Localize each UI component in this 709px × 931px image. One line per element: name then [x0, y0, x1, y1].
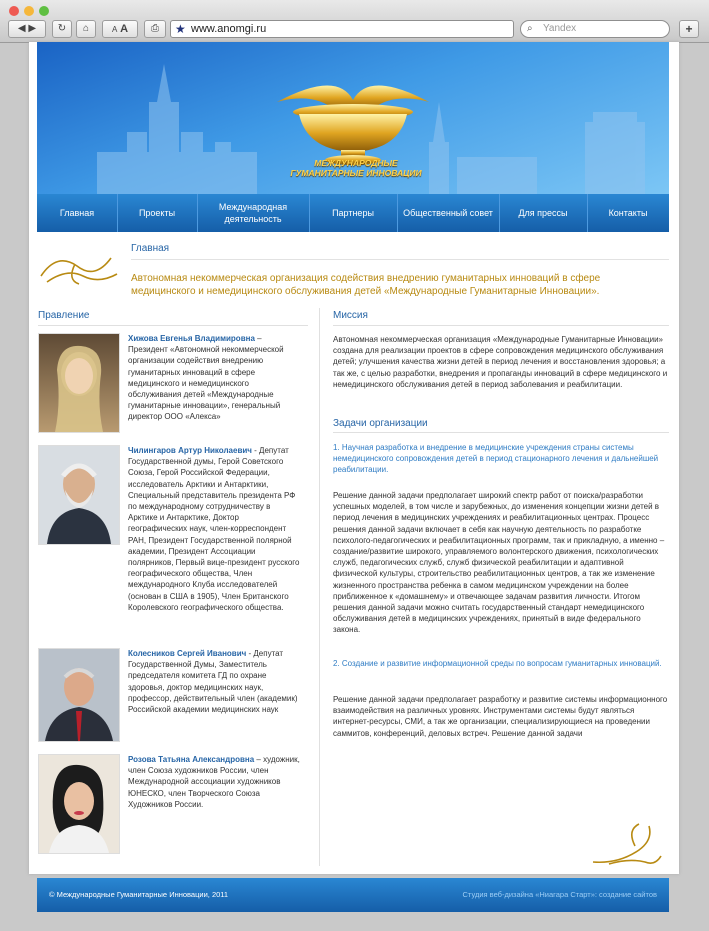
avatar — [38, 333, 120, 433]
column-divider — [319, 308, 320, 866]
close-window-button[interactable] — [9, 6, 19, 16]
nav-item-international[interactable]: Международная деятельность — [197, 194, 310, 232]
board-member-description: художник, член Союза художников России, член Международной ассоциации художников ЮНЕСКО, член Творческого Союза Художников России. — [128, 755, 300, 809]
mission-heading-divider — [333, 325, 669, 326]
address-bar-url[interactable]: www.anomgi.ru — [191, 23, 267, 35]
page-title: Главная — [131, 243, 170, 254]
intro-text: Автономная некоммерческая организация содействия внедрению гуманитарных инноваций в сфере медицинского и немедицинского обслуживания детей «Международные Гуманитарные Инновации». — [131, 273, 601, 297]
avatar — [38, 648, 120, 742]
text-larger-button[interactable]: A — [120, 23, 129, 35]
back-forward-buttons[interactable] — [8, 20, 46, 38]
board-member-name[interactable]: Розова Татьяна Александровна — [128, 755, 255, 764]
task-description: Решение данной задачи предполагает разработку и развитие системы информационного взаимодействия на различных уровнях. Инструментами системы будут являться интернет-ресурсы, СМИ, а так же организации, специализирующиеся на проведении саммитов, конференций, деловых встреч. Решение данной задачи — [333, 695, 668, 738]
forward-arrow-icon[interactable]: ▶ — [28, 23, 37, 34]
nav-item-partners[interactable]: Партнеры — [309, 194, 398, 232]
footer-copyright: © Международные Гуманитарные Инновации, 2011 — [49, 890, 229, 899]
header-banner — [37, 42, 669, 194]
search-icon: ⌕ — [527, 23, 533, 34]
zoom-window-button[interactable] — [39, 6, 49, 16]
board-member-description: Депутат Государственной Думы, Заместитель председателя комитета ГД по охране здоровья, доктор медицинских наук, профессор, действительный член (академик) Российской академии медицинских наук — [128, 649, 298, 715]
tasks-heading-divider — [333, 432, 669, 433]
search-field[interactable] — [520, 20, 670, 38]
nav-item-projects[interactable]: Проекты — [117, 194, 198, 232]
footer-studio-link[interactable]: Студия веб-дизайна «Ниагара Старт»: создание сайтов — [462, 890, 657, 899]
avatar — [38, 445, 120, 545]
board-heading-divider — [38, 325, 308, 326]
board-member-bio: Колесников Сергей Иванович - Депутат Государственной Думы, Заместитель председателя комитета ГД по охране здоровья, доктор медицинских наук, профессор, действительный член (академик) Российской академии медицинских наук — [128, 649, 298, 715]
board-member-name[interactable]: Хижова Евгенья Владимировна — [128, 334, 255, 343]
home-icon: ⌂ — [82, 23, 90, 34]
nav-item-public-council[interactable]: Общественный совет — [397, 194, 500, 232]
mission-text: Автономная некоммерческая организация «Международные Гуманитарные Инновации» создана для реализации проектов в сфере сопровождения медицинского обслуживания детей; улучшения качества жизни детей в период лечения и восстановления здоровья; а так же, с целью разработки, внедрения и пропаганды инноваций в сфере медицинского и немедицинского обслуживания детей в период заболевания и реабилитации. — [333, 335, 668, 389]
logo-text: МЕЖДУНАРОДНЫЕ ГУМАНИТАРНЫЕ ИННОВАЦИИ — [290, 158, 422, 178]
nav-item-press[interactable]: Для прессы — [499, 194, 588, 232]
nav-item-contacts[interactable]: Контакты — [608, 208, 648, 218]
print-button[interactable] — [144, 20, 166, 38]
bookmark-star-icon[interactable]: ★ — [175, 22, 186, 36]
avatar — [38, 754, 120, 854]
title-divider — [131, 259, 669, 260]
board-member-name[interactable]: Колесников Сергей Иванович — [128, 649, 247, 658]
reload-icon: ↻ — [57, 23, 67, 34]
nav-item-home[interactable]: Главная — [37, 194, 118, 232]
reload-button[interactable] — [52, 20, 72, 38]
task-description: Решение данной задачи предполагает широкий спектр работ от поиска/разработки успешных моделей, в том числе и зарубежных, до изменения концепции жизни детей в период лечения в медицинских учреждениях и реабилитационных центрах. Процесс решения данной задачи включает в себя как научную деятельность по разработке психолого-педагогических и реабилитационных программ, так и прикладную, а именно – создание/развитие широкого, управляемого волонтерского движения, психологических служб, педагогических служб, служб физической реабилитации и адаптивной физической культуры, строительство реабилитационных центров, а так же изменение жизненного пространства ребенка в самом медицинском учреждении на более приближенное к «домашнему» и отвечающее задачам развития личности. Итогом решения данной задачи можно считать государственный стандарт немедицинского обслуживания детей в медицинских учреждениях, принятый в виде федерального закона. — [333, 491, 665, 635]
board-heading: Правление — [38, 310, 90, 321]
new-tab-button[interactable]: + — [679, 20, 699, 38]
printer-icon: ⎙ — [151, 23, 159, 34]
address-bar[interactable] — [170, 20, 514, 38]
board-member-name[interactable]: Чилингаров Артур Николаевич — [128, 446, 252, 455]
board-member-bio: Чилингаров Артур Николаевич - Депутат Государственной думы, Герой Советского Союза, Герой Российской Федерации, исследователь Арктики и Антарктики, Специальный представитель президента РФ по международному сотрудничеству в Арктике и Антарктике, Доктор географических наук, член-корреспондент РАН, Президент Государственной полярной академии, Президент Ассоциации полярников, Первый вице-президент русского географического общества, Член международного Клуба исследователей (основан в США в 1905), Член Британского Королевского географического общества. — [128, 446, 300, 612]
golden-bowl-logo-icon — [277, 85, 429, 165]
mission-heading: Миссия — [333, 310, 368, 321]
board-member-bio: Розова Татьяна Александровна – художник, член Союза художников России, член Международной ассоциации художников ЮНЕСКО, член Творческого Союза Художников России. — [128, 755, 300, 809]
home-button[interactable] — [76, 20, 96, 38]
back-arrow-icon[interactable]: ◀ — [17, 23, 26, 34]
page-container — [29, 42, 679, 874]
main-navigation — [37, 194, 669, 232]
text-smaller-button[interactable]: A — [111, 25, 118, 34]
text-size-buttons[interactable] — [102, 20, 138, 38]
board-member-bio: Хижова Евгенья Владимировна – Президент «Автономной некоммерческой организации содействия внедрению гуманитарных инноваций в сфере медицинского и немедицинского обслуживания детей «Международные гуманитарные инновации», генеральный директор ООО «Алекса» — [128, 334, 284, 422]
tasks-heading: Задачи организации — [333, 418, 428, 429]
ornament-icon — [589, 820, 665, 868]
task-title: 2. Создание и развитие информационной среды по вопросам гуманитарных инноваций. — [333, 659, 662, 668]
task-title: 1. Научная разработка и внедрение в медицинские учреждения страны системы немедицинского сопровождения детей в период стационарного лечения и дальнейшей реабилитации. — [333, 443, 659, 475]
search-placeholder[interactable]: Yandex — [543, 23, 577, 34]
minimize-window-button[interactable] — [24, 6, 34, 16]
board-member-description: Президент «Автономной некоммерческой организации содействия внедрению гуманитарных инноваций в сфере медицинского и немедицинского обслуживания детей «Международные гуманитарные инновации», генеральный директор ООО «Алекса» — [128, 345, 284, 422]
site-footer — [37, 878, 669, 912]
board-member-description: Депутат Государственной думы, Герой Советского Союза, Герой Российской Федерации, исследователь Арктики и Антарктики, Специальный представитель президента РФ по международному сотрудничеству в Арктике и Антарктике, Доктор географических наук, член-корреспондент РАН, Президент Государственной полярной академии, Президент Ассоциации полярников, Первый вице-президент русского географического общества, Член международного Клуба исследователей (основан в США в 1905), Член Британского Королевского географического общества. — [128, 446, 300, 612]
browser-toolbar — [0, 0, 709, 43]
ornament-icon — [37, 246, 121, 290]
